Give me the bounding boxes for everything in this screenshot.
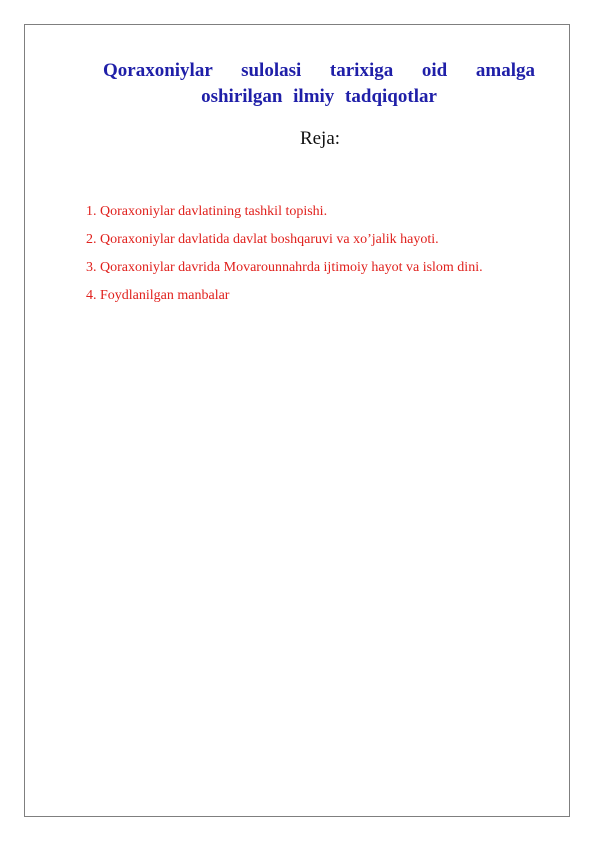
plan-item-4: 4. Foydlanilgan manbalar	[86, 288, 230, 303]
document-title: Qoraxoniylar sulolasi tarixiga oid amalga oshirilgan ilmiy tadqiqotlar	[103, 60, 535, 107]
plan-list	[86, 202, 483, 314]
plan-heading: Reja:	[299, 128, 341, 149]
plan-item-1: 1. Qoraxoniylar davlatining tashkil topishi.	[86, 204, 328, 219]
plan-item-2: 2. Qoraxoniylar davlatida davlat boshqaruvi va xo’jalik hayoti.	[86, 232, 439, 247]
plan-item-3: 3. Qoraxoniylar davrida Movarounnahrda ijtimoiy hayot va islom dini.	[86, 260, 483, 275]
